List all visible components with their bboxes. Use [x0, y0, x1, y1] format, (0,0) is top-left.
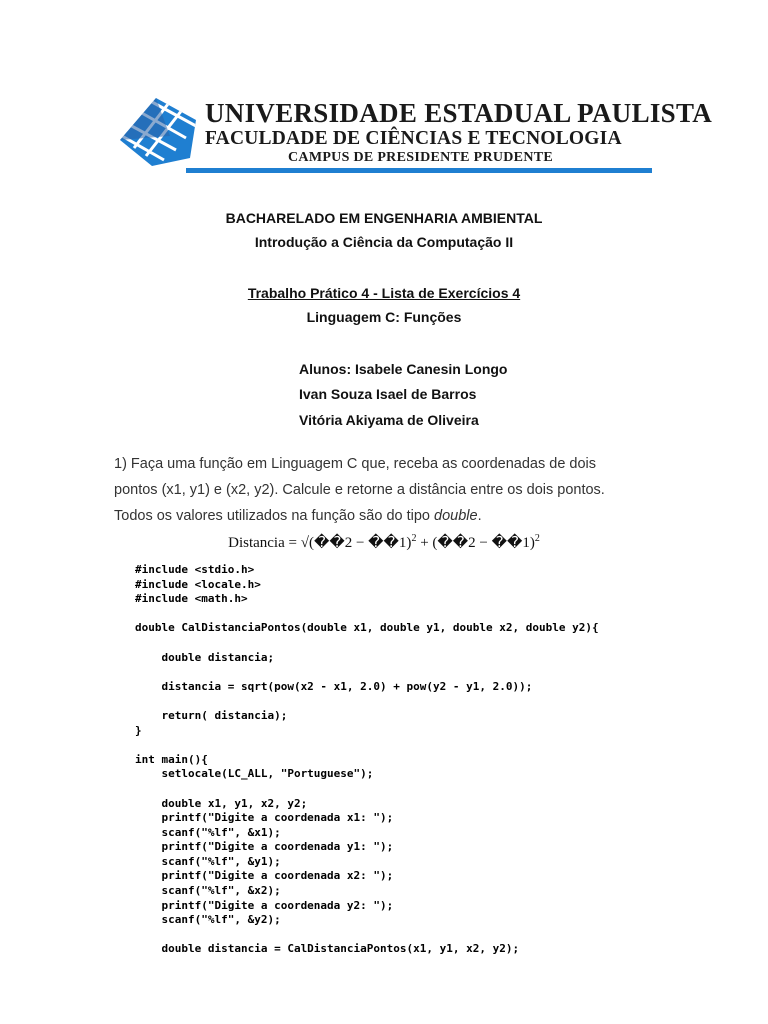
exercise-text-line-3: Todos os valores utilizados na função são do tipo double.	[114, 508, 482, 524]
code-listing: #include <stdio.h> #include <locale.h> #include <math.h> double CalDistanciaPontos(double x1, double y1, double x2, double y2){ double distancia; distancia = sqrt(pow(x2 - x1, 2.0) + pow(y2 - y1, 2.0)); return( distancia); } int main(){ setlocale(LC_ALL, "Portuguese"); double x1, y1, x2, y2; printf("Digite a coordenada x1: "); scanf("%lf", &x1); printf("Digite a coordenada y1: "); scanf("%lf", &y1); printf("Digite a coordenada x2: "); scanf("%lf", &x2); printf("Digite a coordenada y2: "); scanf("%lf", &y2); double distancia = CalDistanciaPontos(x1, y1, x2, y2);	[135, 563, 599, 956]
faculty-name: FACULDADE DE CIÊNCIAS E TECNOLOGIA	[205, 128, 622, 149]
exercise-text-line-1: 1) Faça uma função em Linguagem C que, receba as coordenadas de dois	[114, 456, 597, 472]
subject-title: Introdução a Ciência da Computação II	[254, 234, 514, 250]
header-rule	[186, 168, 652, 173]
degree-title: BACHARELADO EM ENGENHARIA AMBIENTAL	[225, 210, 543, 226]
distance-formula: Distancia = √(��2 − ��1)$^2$ + (��2 − ��1)$^2$	[228, 533, 540, 551]
unesp-logo	[116, 96, 200, 168]
students-line-1: Alunos: Isabele Canesin Longo	[299, 361, 508, 377]
assignment-topic: Linguagem C: Funções	[306, 309, 462, 325]
students-line-2: Ivan Souza Isael de Barros	[299, 386, 477, 402]
exercise-text-line-2: pontos (x1, y1) e (x2, y2). Calcule e retorne a distância entre os dois pontos.	[114, 482, 605, 498]
students-line-3: Vitória Akiyama de Oliveira	[299, 412, 479, 428]
campus-name: CAMPUS DE PRESIDENTE PRUDENTE	[288, 150, 554, 165]
university-name: UNIVERSIDADE ESTADUAL PAULISTA	[205, 98, 713, 128]
assignment-title: Trabalho Prático 4 - Lista de Exercícios 4	[247, 285, 521, 301]
